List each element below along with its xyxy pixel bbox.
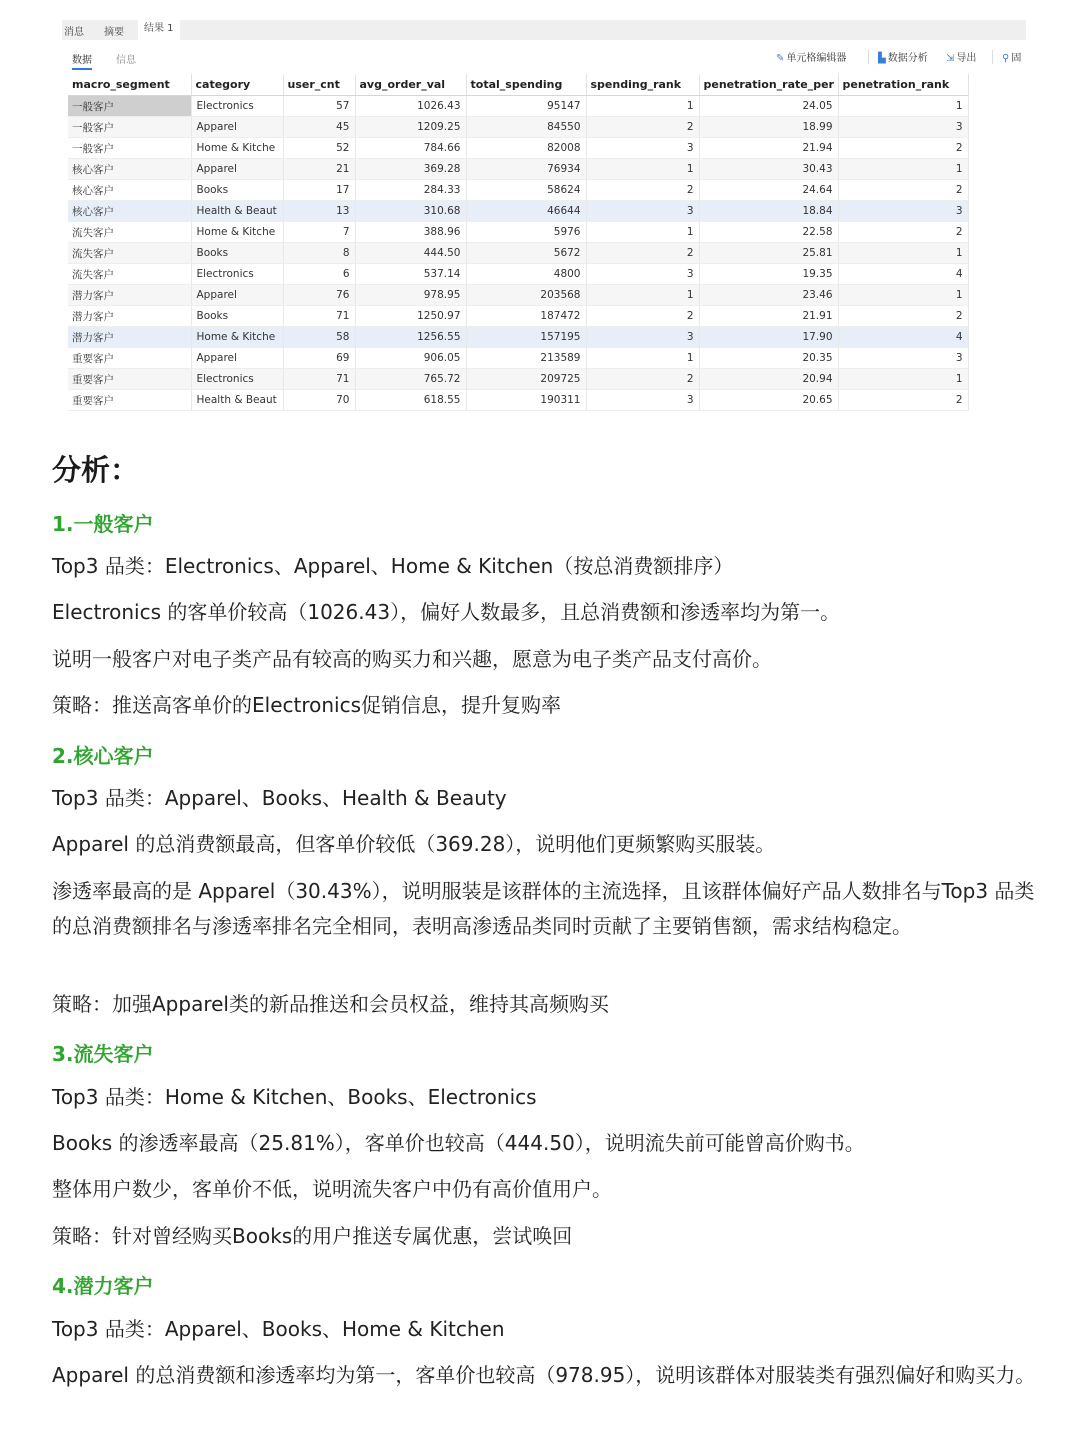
table-cell[interactable]: 24.05 [699,96,838,117]
table-cell[interactable]: 重要客户 [68,348,191,369]
tab-result-1[interactable]: 结果 1 [138,20,180,40]
table-cell[interactable]: 3 [586,264,699,285]
table-row[interactable] [68,285,968,306]
analysis-paragraph: 说明一般客户对电子类产品有较高的购买力和兴趣，愿意为电子类产品支付高价。 [52,647,772,671]
table-cell[interactable]: 潜力客户 [68,285,191,306]
export-label: 导出 [956,53,977,64]
table-cell[interactable]: 369.28 [355,159,466,180]
table-cell[interactable]: Apparel [191,117,283,138]
table-row[interactable] [68,180,968,201]
pin-label: 固 [1011,53,1022,64]
table-cell[interactable]: 58 [283,327,355,348]
table-cell[interactable]: Electronics [191,96,283,117]
table-cell[interactable]: 6 [283,264,355,285]
table-cell[interactable]: Apparel [191,159,283,180]
analysis-paragraph: Top3 品类：Apparel、Books、Health & Beauty [52,786,507,810]
table-cell[interactable]: 一般客户 [68,117,191,138]
table-cell[interactable]: 2 [586,180,699,201]
table-cell[interactable]: 4 [838,264,968,285]
table-cell[interactable]: 57 [283,96,355,117]
table-cell[interactable]: 58624 [466,180,586,201]
table-cell[interactable]: Books [191,306,283,327]
table-cell[interactable]: 20.35 [699,348,838,369]
column-header-spending-rank[interactable]: spending_rank [586,74,699,96]
table-cell[interactable]: 18.99 [699,117,838,138]
table-cell[interactable]: 69 [283,348,355,369]
analysis-paragraph: Books 的渗透率最高（25.81%），客单价也较高（444.50），说明流失前可能曾高价购书。 [52,1131,865,1155]
table-row[interactable] [68,264,968,285]
table-cell[interactable]: 310.68 [355,201,466,222]
table-cell[interactable]: 3 [838,348,968,369]
table-cell[interactable]: 重要客户 [68,369,191,390]
export-button[interactable] [946,49,976,64]
analysis-paragraph: 策略：推送高客单价的Electronics促销信息，提升复购率 [52,693,562,717]
table-cell[interactable]: 流失客户 [68,264,191,285]
grid-header-row [68,74,968,96]
segment-heading: 2.核心客户 [52,744,154,768]
table-cell[interactable]: 19.35 [699,264,838,285]
table-cell[interactable]: 7 [283,222,355,243]
table-cell[interactable]: 核心客户 [68,180,191,201]
table-cell[interactable]: 1209.25 [355,117,466,138]
column-header-macro-segment[interactable]: macro_segment [68,74,191,96]
table-cell[interactable]: 30.43 [699,159,838,180]
table-cell[interactable]: Apparel [191,285,283,306]
table-cell[interactable]: 1 [586,285,699,306]
table-cell[interactable]: 213589 [466,348,586,369]
table-cell[interactable]: 76934 [466,159,586,180]
table-cell[interactable]: 284.33 [355,180,466,201]
result-panel [62,20,1026,410]
table-cell[interactable]: 46644 [466,201,586,222]
analysis-paragraph: 策略：加强Apparel类的新品推送和会员权益，维持其高频购买 [52,992,609,1016]
result-grid [68,74,969,411]
cell-editor-label: 单元格编辑器 [786,53,847,64]
column-header-total-spending[interactable]: total_spending [466,74,586,96]
table-cell[interactable]: 21 [283,159,355,180]
table-cell[interactable]: 45 [283,117,355,138]
cell-editor-button[interactable] [776,49,846,64]
table-cell[interactable]: 1 [838,285,968,306]
table-cell[interactable]: 18.84 [699,201,838,222]
table-cell[interactable]: 2 [838,180,968,201]
table-cell[interactable]: Electronics [191,369,283,390]
table-cell[interactable]: Home & Kitche [191,222,283,243]
sub-toolbar [62,42,1026,68]
pin-icon: ⚲ [1002,53,1010,64]
table-cell[interactable]: Home & Kitche [191,138,283,159]
table-cell[interactable]: 1 [586,222,699,243]
result-tab-bar [62,20,1026,40]
table-cell[interactable]: 157195 [466,327,586,348]
table-cell[interactable]: 22.58 [699,222,838,243]
table-row[interactable] [68,306,968,327]
table-cell[interactable]: 2 [838,138,968,159]
table-cell[interactable]: 20.65 [699,390,838,411]
table-cell[interactable]: 一般客户 [68,96,191,117]
table-row[interactable] [68,327,968,348]
analysis-icon: ▙ [878,53,886,64]
table-cell[interactable]: 核心客户 [68,159,191,180]
table-cell[interactable]: 2 [586,369,699,390]
analysis-paragraph: Top3 品类：Apparel、Books、Home & Kitchen [52,1317,505,1341]
table-cell[interactable]: 1 [838,159,968,180]
table-cell[interactable]: 4 [838,327,968,348]
table-cell[interactable]: 209725 [466,369,586,390]
table-cell[interactable]: Books [191,243,283,264]
analysis-paragraph: 策略：针对曾经购买Books的用户推送专属优惠，尝试唤回 [52,1224,573,1248]
table-cell[interactable]: 2 [586,243,699,264]
table-cell[interactable]: 1 [838,369,968,390]
table-cell[interactable]: Home & Kitche [191,327,283,348]
table-cell[interactable]: 13 [283,201,355,222]
table-row[interactable] [68,159,968,180]
edit-icon: ✎ [776,53,785,64]
table-row[interactable] [68,96,968,117]
table-cell[interactable]: 一般客户 [68,138,191,159]
tab-messages[interactable]: 消息 [64,27,84,38]
table-cell[interactable]: 流失客户 [68,222,191,243]
table-cell[interactable]: 203568 [466,285,586,306]
column-header-avg-order-val[interactable]: avg_order_val [355,74,466,96]
table-row[interactable] [68,201,968,222]
table-row[interactable] [68,348,968,369]
table-row[interactable] [68,369,968,390]
export-icon: ⇲ [946,53,955,64]
table-cell[interactable]: 76 [283,285,355,306]
table-cell[interactable]: 2 [838,222,968,243]
table-cell[interactable]: 187472 [466,306,586,327]
table-cell[interactable]: 190311 [466,390,586,411]
segment-heading: 3.流失客户 [52,1042,154,1066]
table-cell[interactable]: 21.91 [699,306,838,327]
table-cell[interactable]: Apparel [191,348,283,369]
table-cell[interactable]: 82008 [466,138,586,159]
table-cell[interactable]: 1 [586,96,699,117]
table-cell[interactable]: 3 [586,390,699,411]
table-cell[interactable]: 3 [586,327,699,348]
table-cell[interactable]: 765.72 [355,369,466,390]
table-cell[interactable]: 1250.97 [355,306,466,327]
tab-data[interactable]: 数据 [72,51,92,70]
analysis-paragraph: Apparel 的总消费额最高，但客单价较低（369.28），说明他们更频繁购买服装。 [52,832,776,856]
table-cell[interactable]: 1026.43 [355,96,466,117]
grid-body [68,96,968,411]
table-cell[interactable]: 8 [283,243,355,264]
analysis-paragraph: Top3 品类：Home & Kitchen、Books、Electronics [52,1085,537,1109]
table-cell[interactable]: 23.46 [699,285,838,306]
table-cell[interactable]: 52 [283,138,355,159]
table-cell[interactable]: 1 [586,348,699,369]
table-cell[interactable]: 4800 [466,264,586,285]
table-cell[interactable]: 3 [838,117,968,138]
table-cell[interactable]: 潜力客户 [68,327,191,348]
table-row[interactable] [68,138,968,159]
segment-heading: 4.潜力客户 [52,1274,154,1298]
column-header-category[interactable]: category [191,74,283,96]
table-cell[interactable]: Health & Beaut [191,201,283,222]
table-cell[interactable]: 444.50 [355,243,466,264]
table-cell[interactable]: 2 [838,390,968,411]
table-cell[interactable]: 2 [838,306,968,327]
toolbar-divider [868,50,869,64]
table-cell[interactable]: Health & Beaut [191,390,283,411]
toolbar-divider [992,50,993,64]
table-cell[interactable]: 潜力客户 [68,306,191,327]
analysis-paragraph: Apparel 的总消费额和渗透率均为第一，客单价也较高（978.95），说明该群体对服装类有强烈偏好和购买力。 [52,1363,1036,1387]
tab-summary[interactable]: 摘要 [104,27,124,38]
table-cell[interactable]: 重要客户 [68,390,191,411]
table-cell[interactable]: 1 [838,243,968,264]
table-row[interactable] [68,390,968,411]
analysis-paragraph: 渗透率最高的是 Apparel（30.43%），说明服装是该群体的主流选择，且该群体偏好产品人数排名与Top3 品类的总消费额排名与渗透率排名完全相同，表明高渗透品类同时贡献了主要销售额，需求结构稳定。 [52,879,1035,938]
table-cell[interactable]: 21.94 [699,138,838,159]
table-cell[interactable]: 17.90 [699,327,838,348]
table-cell[interactable]: 24.64 [699,180,838,201]
table-cell[interactable]: 906.05 [355,348,466,369]
analysis-paragraph: Electronics 的客单价较高（1026.43），偏好人数最多，且总消费额和渗透率均为第一。 [52,600,841,624]
table-cell[interactable]: 3 [838,201,968,222]
table-cell[interactable]: 2 [586,306,699,327]
data-analysis-label: 数据分析 [887,53,928,64]
table-row[interactable] [68,117,968,138]
tab-info[interactable]: 信息 [116,55,136,66]
table-cell[interactable]: Books [191,180,283,201]
table-cell[interactable]: 95147 [466,96,586,117]
segment-heading: 1.一般客户 [52,512,154,536]
column-header-user-cnt[interactable]: user_cnt [283,74,355,96]
table-cell[interactable]: 5672 [466,243,586,264]
table-cell[interactable]: 84550 [466,117,586,138]
column-header-penetration-rate-per[interactable]: penetration_rate_per [699,74,838,96]
table-cell[interactable]: 25.81 [699,243,838,264]
table-cell[interactable]: 3 [586,201,699,222]
table-cell[interactable]: 978.95 [355,285,466,306]
analysis-paragraph: Top3 品类：Electronics、Apparel、Home & Kitchen（按总消费额排序） [52,554,734,578]
table-cell[interactable]: 784.66 [355,138,466,159]
table-cell[interactable]: 1 [838,96,968,117]
table-cell[interactable]: Electronics [191,264,283,285]
analysis-title: 分析： [52,453,140,487]
data-analysis-button[interactable] [878,49,928,64]
pin-button[interactable] [1002,49,1021,64]
table-cell[interactable]: 1 [586,159,699,180]
column-header-penetration-rank[interactable]: penetration_rank [838,74,968,96]
table-cell[interactable]: 1256.55 [355,327,466,348]
table-cell[interactable]: 2 [586,117,699,138]
table-row[interactable] [68,222,968,243]
table-cell[interactable]: 71 [283,306,355,327]
table-row[interactable] [68,243,968,264]
analysis-paragraph: 整体用户数少，客单价不低，说明流失客户中仍有高价值用户。 [52,1177,612,1201]
table-cell[interactable]: 3 [586,138,699,159]
table-cell[interactable]: 388.96 [355,222,466,243]
table-cell[interactable]: 537.14 [355,264,466,285]
table-cell[interactable]: 流失客户 [68,243,191,264]
table-cell[interactable]: 17 [283,180,355,201]
table-cell[interactable]: 71 [283,369,355,390]
table-cell[interactable]: 70 [283,390,355,411]
table-cell[interactable]: 20.94 [699,369,838,390]
table-cell[interactable]: 5976 [466,222,586,243]
table-cell[interactable]: 618.55 [355,390,466,411]
table-cell[interactable]: 核心客户 [68,201,191,222]
